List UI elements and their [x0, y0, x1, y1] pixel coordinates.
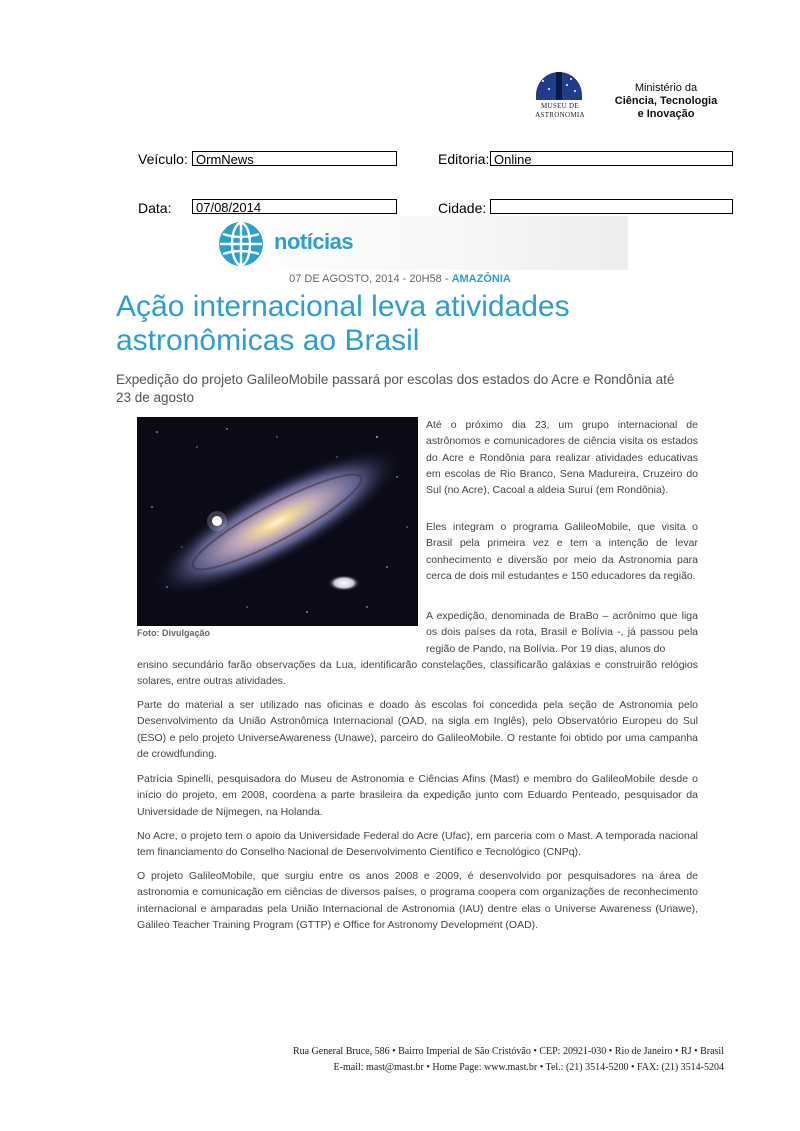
footer-contact: E-mail: mast@mast.br • Home Page: www.mast.br • Tel.: (21) 3514-5200 • FAX: (21) 3514-5204 — [333, 1062, 724, 1073]
observatory-dome-icon — [536, 72, 582, 100]
editoria-field: Online — [490, 151, 733, 166]
article-headline: Ação internacional leva atividades astronômicas ao Brasil — [116, 290, 570, 357]
ministry-logo — [606, 82, 726, 121]
photo-caption: Foto: Divulgação — [137, 628, 211, 638]
galaxy-photo — [137, 417, 418, 626]
cidade-field — [490, 199, 733, 214]
article-subtitle: Expedição do projeto GalileoMobile passará por escolas dos estados do Acre e Rondônia até 23 de agosto — [116, 372, 675, 405]
ministry-line2: Ciência, Tecnologia — [614, 95, 718, 107]
data-label: Data: — [138, 200, 172, 216]
veiculo-field: OrmNews — [192, 151, 397, 166]
dateline-text: 07 DE AGOSTO, 2014 - 20H58 - — [289, 273, 452, 285]
mast-logo — [528, 72, 592, 132]
page-footer — [240, 1044, 724, 1076]
ministry-line3: e Inovação — [637, 108, 695, 120]
banner-title: notícias — [274, 229, 354, 254]
article-paragraph: Até o próximo dia 23, um grupo internacional de astrônomos e comunicadores de ciência visita os estados do Acre e Rondônia para realizar atividades educativas em escolas de Rio Branco, Sena Madureira, Cruzeiro do Sul (no Acre), Cacoal a aldeia Suruí (em Rondônia). — [426, 419, 698, 497]
data-field: 07/08/2014 — [192, 199, 397, 214]
mast-logo-line2: ASTRONOMIA — [535, 111, 585, 119]
article-paragraph: Parte do material a ser utilizado nas oficinas e doado às escolas foi concedida pela seção de Astronomia pelo Desenvolvimento da União Astronômica Internacional (OAD, na sigla em Inglês), pelo Observatório Europeu do Sul (ESO) e pelo projeto UniverseAwareness (Unawe), parceiro do GalileoMobile. O restante foi obtido por uma campanha de crowdfunding. — [137, 699, 698, 760]
article-paragraph: O projeto GalileoMobile, que surgiu entre os anos 2008 e 2009, é desenvolvido por pesquisadores na área de astronomia e comunicação em ciências de diversos países, o programa coopera com organizações de reconhecimento internacional e amparadas pela União Internacional de Astronomia (IAU) dentre elas o Universe Awareness (Unawe), Galileo Teacher Training Program (GTTP) e Office for Astronomy Development (OAD). — [137, 870, 698, 931]
ministry-line1: Ministério da — [634, 82, 698, 94]
article-dateline — [0, 273, 800, 285]
footer-address: Rua General Bruce, 586 • Bairro Imperial de São Cristóvão • CEP: 20921-030 • Rio de Janeiro • RJ • Brasil — [292, 1046, 724, 1057]
news-banner — [210, 216, 628, 270]
article-paragraph: No Acre, o projeto tem o apoio da Universidade Federal do Acre (Ufac), em parceria com o Mast. A temporada nacional tem financiamento do Conselho Nacional de Desenvolvimento Científico e Tecnológico (CNPq). — [137, 830, 698, 859]
article-paragraph: Patrícia Spinelli, pesquisadora do Museu de Astronomia e Ciências Afins (Mast) e membro do GalileoMobile desde o início do projeto, em 2008, coordena a parte brasileira da expedição junto com Eduardo Penteado, pesquisador da Universidade de Nijmegen, na Holanda. — [137, 773, 698, 818]
article-paragraph: ensino secundário farão observações da Lua, identificarão constelações, classificarão galáxias e construirão relógios solares, entre outras atividades. — [137, 659, 698, 688]
globe-icon — [216, 220, 266, 268]
cidade-label: Cidade: — [438, 200, 487, 216]
mast-logo-line1: MUSEU DE — [541, 102, 579, 110]
veiculo-label: Veículo: — [138, 151, 188, 167]
dateline-section: AMAZÔNIA — [451, 273, 511, 285]
editoria-label: Editoria: — [438, 151, 490, 167]
article-paragraph: Eles integram o programa GalileoMobile, que visita o Brasil pela primeira vez e tem a intenção de levar conhecimento e diversão por meio da Astronomia para cerca de dois mil estudantes e 150 educadores da região. — [426, 521, 698, 582]
article-paragraph: A expedição, denominada de BraBo – acrônimo que liga os dois países da rota, Brasil e Bolívia -, já passou pela região de Pando, na Bolívia. Por 19 dias, alunos do — [426, 610, 698, 655]
